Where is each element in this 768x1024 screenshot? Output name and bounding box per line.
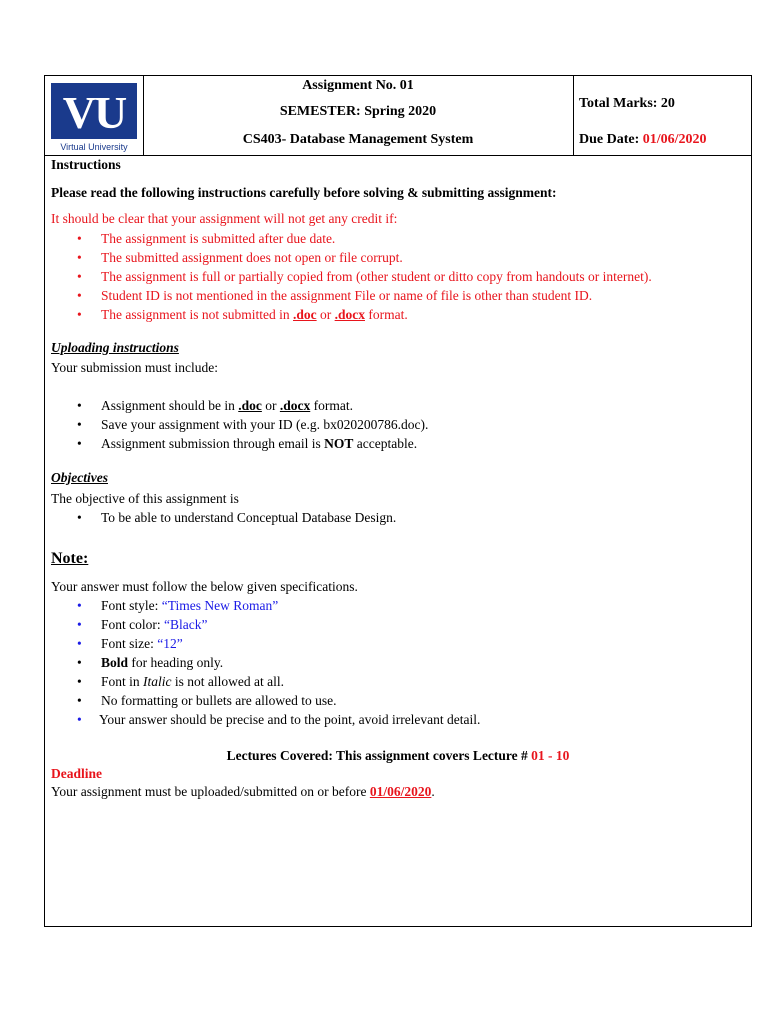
logo-cell — [45, 76, 144, 155]
logo-text-big: VU — [62, 87, 126, 138]
due-date-line — [579, 132, 707, 148]
uploading-intro: Your submission must include: — [51, 360, 219, 375]
assignment-number: Assignment No. 01 — [302, 78, 414, 93]
course-title: CS403- Database Management System — [242, 132, 474, 147]
instructions-lead: Please read the following instructions carefully before solving & submitting assignment: — [51, 185, 557, 200]
note-heading: Note: — [51, 550, 89, 567]
logo-text-small: Virtual University — [60, 142, 128, 152]
deadline-text: Your assignment must be uploaded/submitted on or before 01/06/2020. — [51, 784, 435, 799]
assignment-header-table — [44, 75, 752, 156]
semester: SEMESTER: Spring 2020 — [279, 104, 437, 119]
lectures-covered: Lectures Covered: This assignment covers Lecture # 01 - 10 — [226, 748, 570, 763]
objectives-heading: Objectives — [51, 470, 108, 485]
title-cell — [143, 76, 574, 155]
objectives-intro: The objective of this assignment is — [51, 491, 239, 506]
marks-cell — [573, 76, 751, 155]
assignment-body: Instructions Please read the following instructions carefully before solving & submitting assignment: It should be clear that your assignment will not get any credit if: • The assignment is submitted after due date. • The submitted assignment does not open or file corrupt. • The assignment is full or partially copied from (other student or ditto copy from handouts or internet). • Student ID is not mentioned in the assignment File or name of file is other than student ID. • The assignment is not submitted in .doc or .docx format. Uploading instructions Your submission must include: • Assignment should be in .doc or .docx format. • Save your assignment with your ID (e.g. bx020200786.doc). • Assignment submission through email is NOT acceptable. Objectives The objective of this assignment is • To be able to understand Conceptual Database Design. Note: Your answer must follow the below given specifications. • Font style: “Times New Roman” • Font color: “Black” • Font size: “12” • Bold for heading only. • Font in Italic is not allowed at all. • No formatting or bullets are allowed to use. • Your answer should be precise and to the point, avoid irrelevant detail. Lectures Covered: This assignment covers Lecture # 01 - 10 Deadline Your assignment must be uploaded/submitted on or before 01/06/2020. — [44, 155, 752, 927]
credit-intro: It should be clear that your assignment will not get any credit if: — [51, 211, 398, 226]
virtual-university-logo — [45, 76, 143, 155]
instructions-heading: Instructions — [51, 157, 121, 172]
total-marks: Total Marks: 20 — [579, 96, 675, 111]
due-date-value: 01/06/2020 — [642, 132, 707, 147]
uploading-heading: Uploading instructions — [51, 340, 179, 355]
note-intro: Your answer must follow the below given specifications. — [51, 579, 358, 594]
deadline-heading: Deadline — [51, 766, 103, 781]
due-date-label: Due Date: — [579, 132, 643, 147]
